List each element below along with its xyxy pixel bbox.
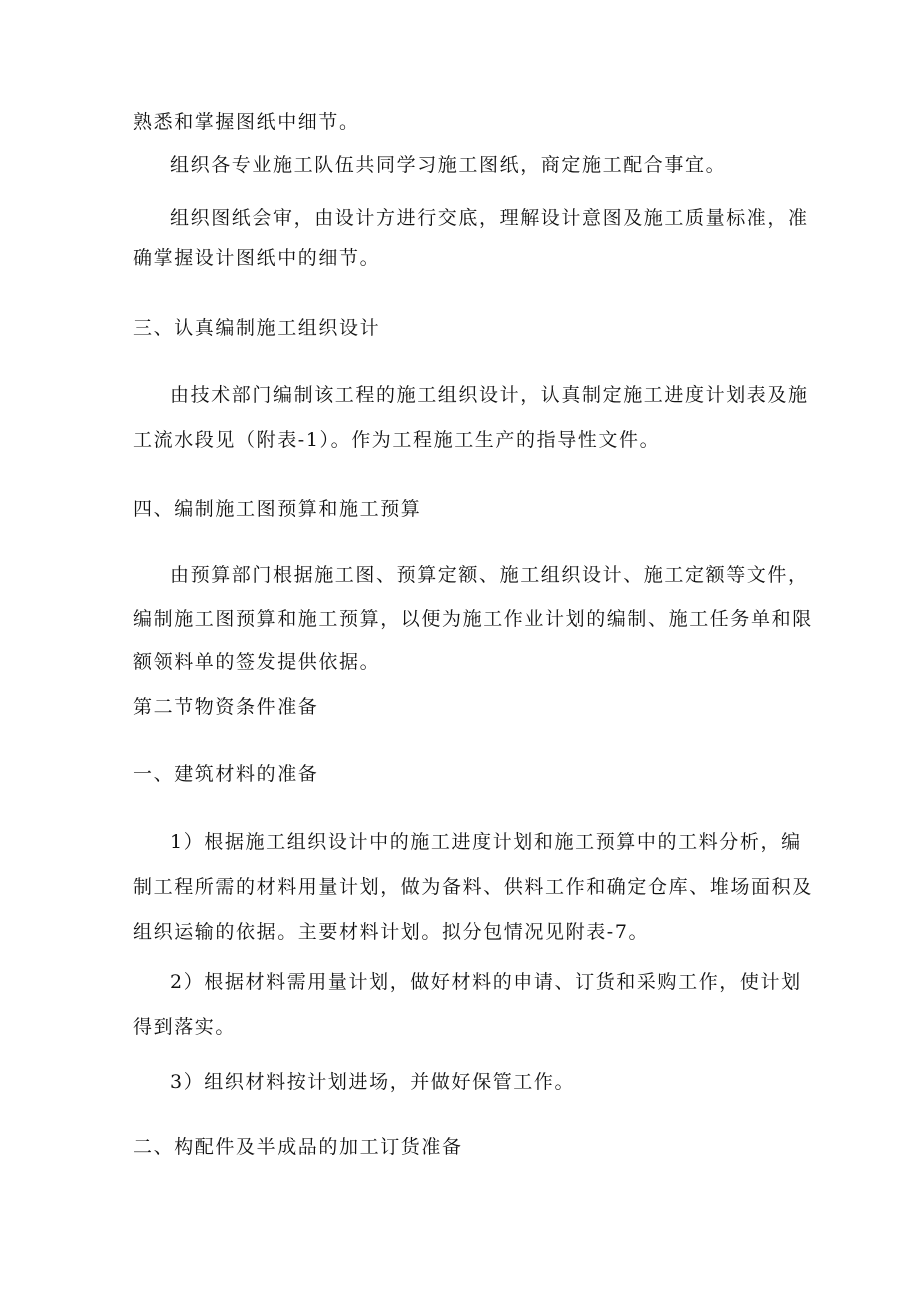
paragraph-line: 得到落实。 [133, 1016, 237, 1038]
section-heading: 二、构配件及半成品的加工订货准备 [133, 1136, 463, 1158]
paragraph-line: 确掌握设计图纸中的细节。 [133, 247, 381, 269]
paragraph-line: 2）根据材料需用量计划，做好材料的申请、订货和采购工作，使计划 [170, 971, 802, 993]
paragraph-line: 1）根据施工组织设计中的施工进度计划和施工预算中的工料分析，编 [170, 831, 802, 853]
section-heading: 一、建筑材料的准备 [133, 763, 319, 785]
paragraph-line: 由技术部门编制该工程的施工组织设计，认真制定施工进度计划表及施 [170, 384, 809, 406]
paragraph-line: 组织运输的依据。主要材料计划。拟分包情况见附表-7。 [133, 921, 650, 943]
paragraph-line: 额领料单的签发提供依据。 [133, 651, 381, 673]
section-heading: 第二节物资条件准备 [133, 696, 319, 718]
paragraph-line: 制工程所需的材料用量计划，做为备料、供料工作和确定仓库、堆场面积及 [133, 876, 813, 898]
paragraph-line: 由预算部门根据施工图、预算定额、施工组织设计、施工定额等文件， [170, 564, 809, 586]
paragraph-line: 组织图纸会审，由设计方进行交底，理解设计意图及施工质量标准，准 [170, 207, 809, 229]
section-heading: 四、编制施工图预算和施工预算 [133, 498, 422, 520]
paragraph-line: 熟悉和掌握图纸中细节。 [133, 111, 360, 133]
paragraph-line: 工流水段见（附表-1）。作为工程施工生产的指导性文件。 [133, 429, 661, 451]
paragraph-line: 组织各专业施工队伍共同学习施工图纸，商定施工配合事宜。 [170, 154, 727, 176]
section-heading: 三、认真编制施工组织设计 [133, 317, 381, 339]
paragraph-line: 编制施工图预算和施工预算，以便为施工作业计划的编制、施工任务单和限 [133, 608, 813, 630]
paragraph-line: 3）组织材料按计划进场，并做好保管工作。 [170, 1071, 576, 1093]
